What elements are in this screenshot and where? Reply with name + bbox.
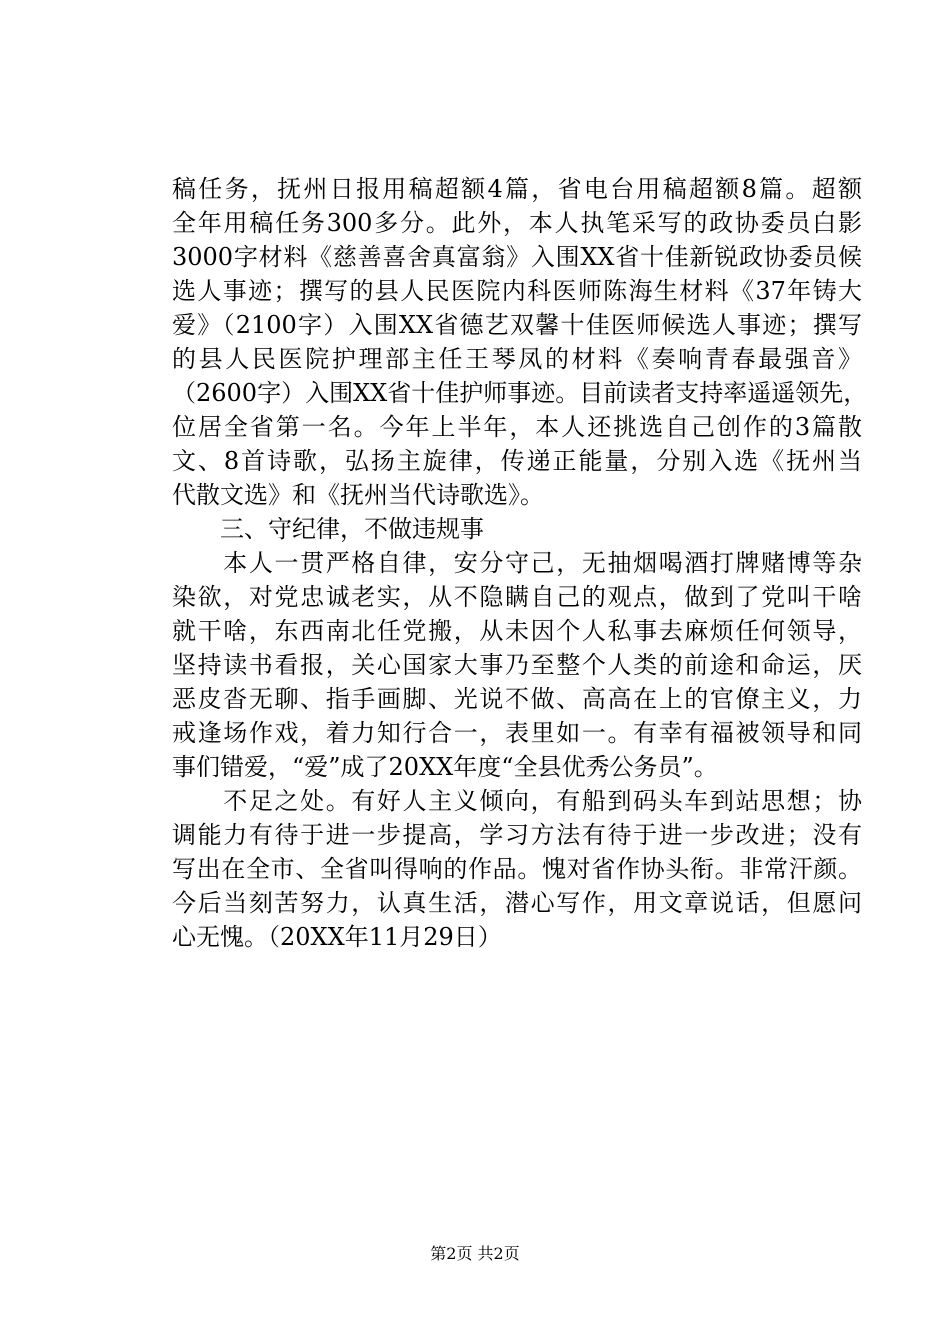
text-line: 爱》（2100字）入围XX省德艺双馨十佳医师候选人事迹；撰写	[172, 311, 862, 339]
text-line: 3000字材料《慈善喜舍真富翁》入围XX省十佳新锐政协委员候	[172, 243, 862, 271]
page-footer	[0, 1242, 950, 1266]
text-line: （2600字）入围XX省十佳护师事迹。目前读者支持率遥遥领先，	[172, 379, 868, 407]
text-line: 文、8首诗歌，弘扬主旋律，传递正能量，分别入选《抚州当	[172, 447, 862, 475]
text-line: 选人事迹；撰写的县人民医院内科医师陈海生材料《37年铸大	[172, 277, 862, 305]
text-line: 恶皮沓无聊、指手画脚、光说不做、高高在上的官僚主义，力	[172, 685, 862, 713]
text-line: 的县人民医院护理部主任王琴凤的材料《奏响青春最强音》	[172, 345, 862, 373]
text-line: 就干啥，东西南北任党搬，从未因个人私事去麻烦任何领导，	[172, 617, 862, 645]
text-line: 全年用稿任务300多分。此外，本人执笔采写的政协委员白影	[172, 209, 862, 237]
text-line: 坚持读书看报，关心国家大事乃至整个人类的前途和命运，厌	[172, 651, 862, 679]
text-line: 调能力有待于进一步提高，学习方法有待于进一步改进；没有	[172, 821, 862, 849]
text-line: 代散文选》和《抚州当代诗歌选》。	[172, 481, 544, 509]
document-body	[172, 172, 868, 954]
text-line: 染欲，对党忠诚老实，从不隐瞒自己的观点，做到了党叫干啥	[172, 583, 862, 611]
section-heading: 三、守纪律，不做违规事	[172, 515, 484, 543]
text-line: 事们错爱，“爱”成了20XX年度“全县优秀公务员”。	[172, 753, 718, 781]
text-line: 心无愧。（20XX年11月29日）	[172, 923, 502, 951]
text-line: 今后当刻苦努力，认真生活，潜心写作，用文章说话，但愿问	[172, 889, 862, 917]
text-line: 稿任务，抚州日报用稿超额4篇，省电台用稿超额8篇。超额	[172, 175, 862, 203]
text-line: 本人一贯严格自律，安分守己，无抽烟喝酒打牌赌博等杂	[172, 549, 862, 577]
text-line: 戒逢场作戏，着力知行合一，表里如一。有幸有福被领导和同	[172, 719, 862, 747]
text-line: 位居全省第一名。今年上半年，本人还挑选自己创作的3篇散	[172, 413, 862, 441]
text-line: 不足之处。有好人主义倾向，有船到码头车到站思想；协	[172, 787, 862, 815]
text-line: 写出在全市、全省叫得响的作品。愧对省作协头衔。非常汗颜。	[172, 855, 862, 883]
page-number: 第2页 共2页	[430, 1244, 520, 1263]
